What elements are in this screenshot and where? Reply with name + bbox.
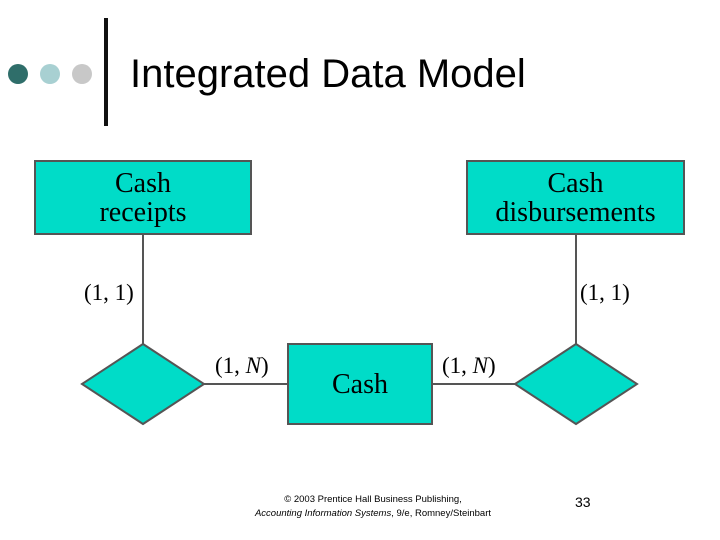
cardinality-cash-right-suffix: ) [488,353,496,378]
entity-cash-disbursements [466,160,685,235]
relationship-diamond-right [515,344,637,424]
cardinality-cash-right-prefix: (1, [442,353,473,378]
entity-cash-receipts-line2: receipts [99,196,187,228]
cardinality-cash-left-suffix: ) [261,353,269,378]
footer-line2 [236,507,510,521]
cardinality-cash-right-n: N [472,353,489,378]
slide-title: Integrated Data Model [130,52,526,96]
cardinality-cash-left [215,353,269,379]
entity-cash-disbursements-line2: disbursements [495,196,656,228]
cardinality-cash-right [442,353,496,379]
entity-cash-receipts-line1: Cash [115,167,171,199]
cardinality-disbursements: (1, 1) [580,280,630,305]
entity-cash-receipts [34,160,252,235]
entity-cash-disbursements-line1: Cash [547,167,604,199]
copyright-footer [236,493,510,521]
footer-line1: © 2003 Prentice Hall Business Publishing, [284,494,462,505]
footer-edition-authors: , 9/e, Romney/Steinbart [391,508,492,519]
page-number: 33 [575,494,591,510]
cardinality-cash-left-prefix: (1, [215,353,246,378]
relationship-diamond-left [82,344,204,424]
entity-cash [287,343,433,425]
entity-cash-label: Cash [332,368,388,400]
footer-book-title: Accounting Information Systems [254,508,392,519]
cardinality-cash-left-n: N [245,353,262,378]
cardinality-receipts: (1, 1) [84,280,134,305]
